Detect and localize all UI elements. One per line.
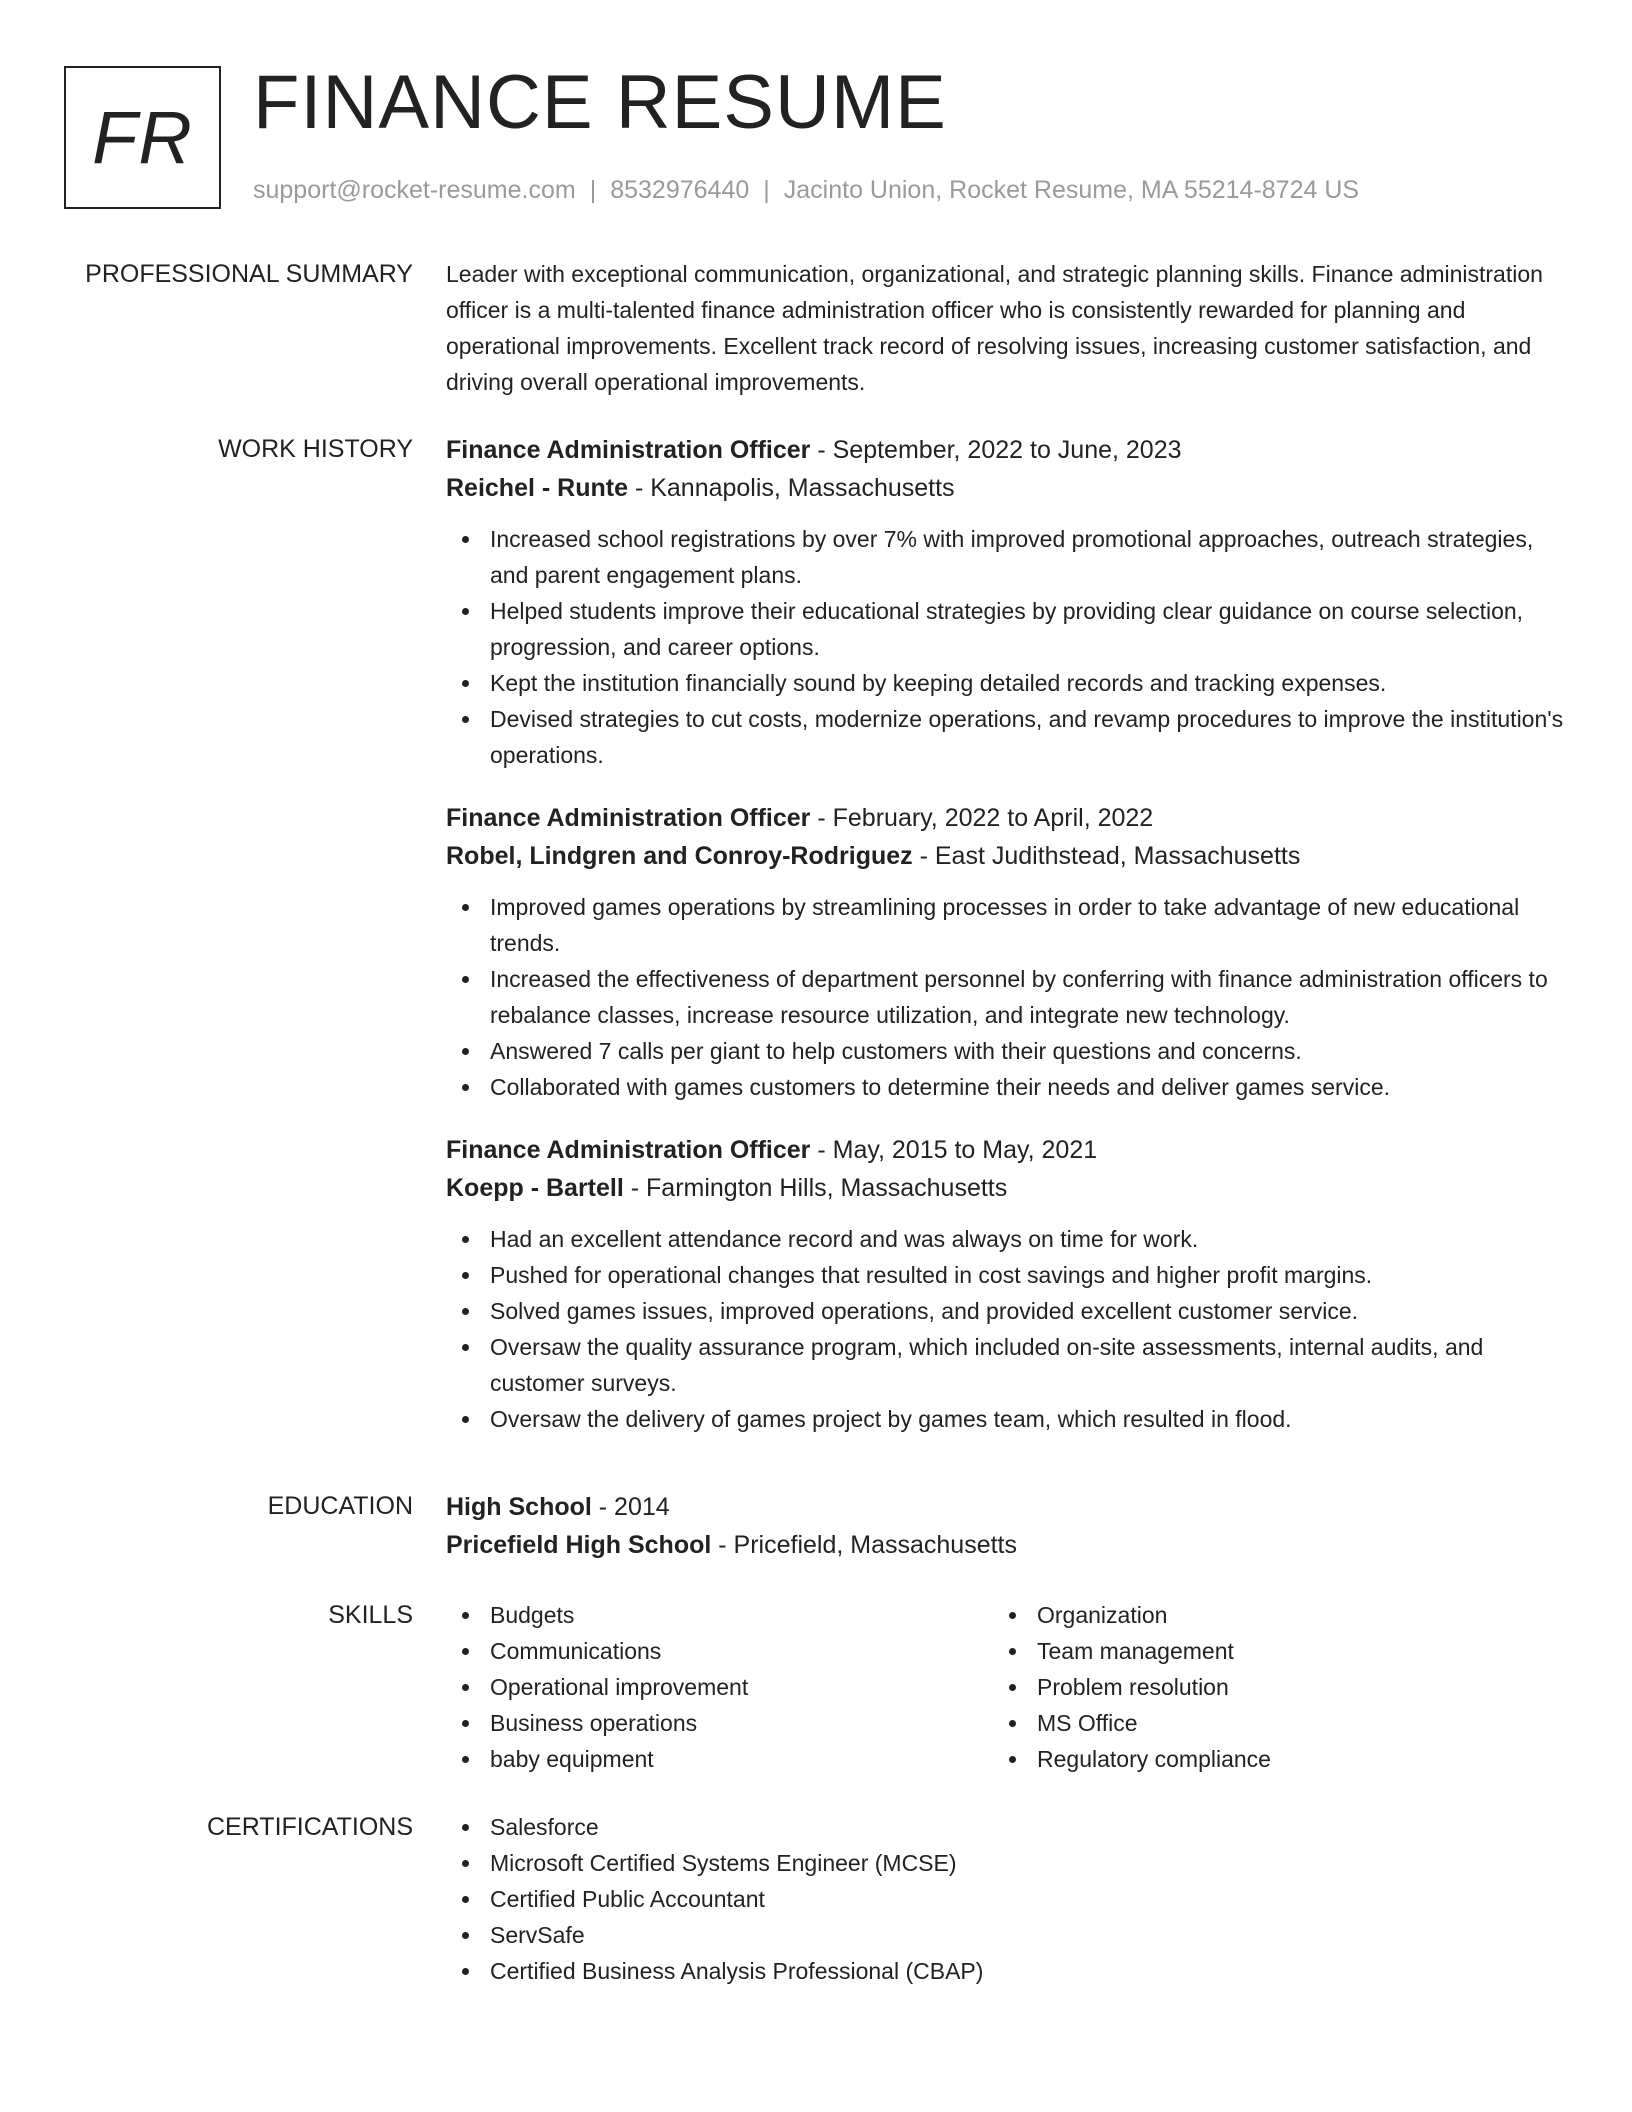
education-location: - Pricefield, Massachusetts <box>718 1531 1017 1559</box>
section-label-certifications: CERTIFICATIONS <box>206 1813 413 1841</box>
list-item: Oversaw the quality assurance program, which included on-site assessments, internal audits, and customer surveys. <box>446 1329 1566 1401</box>
list-item: Improved games operations by streamlining processes in order to take advantage of new educational trends. <box>446 889 1566 961</box>
contact-phone[interactable]: 8532976440 <box>610 176 750 204</box>
job-company: Robel, Lindgren and Conroy-Rodriguez <box>446 842 913 870</box>
list-item: Oversaw the delivery of games project by games team, which resulted in flood. <box>446 1401 1566 1437</box>
job-title-line <box>446 1131 1566 1169</box>
job-company-line <box>446 469 1566 507</box>
job-entry <box>446 799 1566 1105</box>
education-year: - 2014 <box>598 1493 670 1521</box>
work-history-body <box>446 431 1566 1437</box>
job-bullets <box>446 1221 1566 1437</box>
list-item: baby equipment <box>446 1741 993 1777</box>
job-title-line <box>446 799 1566 837</box>
skills-list-left <box>446 1597 993 1777</box>
list-item: Kept the institution financially sound by keeping detailed records and tracking expenses. <box>446 665 1566 701</box>
job-title-line <box>446 431 1566 469</box>
job-bullets <box>446 889 1566 1105</box>
job-location: - Farmington Hills, Massachusetts <box>630 1174 1008 1202</box>
list-item: Had an excellent attendance record and was always on time for work. <box>446 1221 1566 1257</box>
job-company: Reichel - Runte <box>446 474 628 502</box>
list-item: Team management <box>993 1633 1540 1669</box>
section-label-skills: SKILLS <box>328 1601 413 1629</box>
list-item: Increased school registrations by over 7% with improved promotional approaches, outreach strategies, and parent engagement plans. <box>446 521 1566 593</box>
education-school-line <box>446 1526 1566 1564</box>
list-item: Collaborated with games customers to determine their needs and deliver games service. <box>446 1069 1566 1105</box>
job-title: Finance Administration Officer <box>446 804 811 832</box>
job-entry <box>446 1131 1566 1437</box>
list-item: Solved games issues, improved operations, and provided excellent customer service. <box>446 1293 1566 1329</box>
list-item: Increased the effectiveness of department personnel by conferring with finance administration officers to rebalance classes, increase resource utilization, and integrate new technology. <box>446 961 1566 1033</box>
job-dates: - May, 2015 to May, 2021 <box>817 1136 1098 1164</box>
monogram-logo: FR <box>64 66 221 209</box>
job-location: - East Judithstead, Massachusetts <box>919 842 1301 870</box>
education-school: Pricefield High School <box>446 1531 712 1559</box>
list-item: MS Office <box>993 1705 1540 1741</box>
job-company-line <box>446 1169 1566 1207</box>
list-item: Business operations <box>446 1705 993 1741</box>
list-item: Microsoft Certified Systems Engineer (MCSE) <box>446 1845 1566 1881</box>
job-title: Finance Administration Officer <box>446 436 811 464</box>
skills-list-right <box>993 1597 1540 1777</box>
resume-title: FINANCE RESUME <box>253 60 947 145</box>
job-dates: - February, 2022 to April, 2022 <box>817 804 1154 832</box>
list-item: Regulatory compliance <box>993 1741 1540 1777</box>
contact-email[interactable]: support@rocket-resume.com <box>253 176 576 204</box>
section-label-work-history: WORK HISTORY <box>218 435 413 463</box>
job-location: - Kannapolis, Massachusetts <box>634 474 955 502</box>
list-item: Operational improvement <box>446 1669 993 1705</box>
list-item: Devised strategies to cut costs, modernize operations, and revamp procedures to improve the institution's operations. <box>446 701 1566 773</box>
job-entry <box>446 431 1566 773</box>
list-item: Pushed for operational changes that resulted in cost savings and higher profit margins. <box>446 1257 1566 1293</box>
list-item: Answered 7 calls per giant to help customers with their questions and concerns. <box>446 1033 1566 1069</box>
summary-text: Leader with exceptional communication, organizational, and strategic planning skills. Finance administration officer is a multi-talented finance administration officer who is consistently rewarded for planning and operational improvements. Excellent track record of resolving issues, increasing customer satisfaction, and driving overall operational improvements. <box>446 261 1543 395</box>
job-dates: - September, 2022 to June, 2023 <box>817 436 1182 464</box>
list-item: ServSafe <box>446 1917 1566 1953</box>
list-item: Problem resolution <box>993 1669 1540 1705</box>
list-item: Budgets <box>446 1597 993 1633</box>
job-company: Koepp - Bartell <box>446 1174 624 1202</box>
contact-separator: | <box>763 176 770 204</box>
contact-line <box>253 174 1359 206</box>
list-item: Salesforce <box>446 1809 1566 1845</box>
list-item: Organization <box>993 1597 1540 1633</box>
education-degree-line <box>446 1488 1566 1526</box>
list-item: Certified Public Accountant <box>446 1881 1566 1917</box>
certifications-list <box>446 1809 1566 1989</box>
section-label-education: EDUCATION <box>267 1492 413 1520</box>
contact-address: Jacinto Union, Rocket Resume, MA 55214-8724 US <box>783 176 1360 204</box>
contact-separator: | <box>589 176 597 204</box>
job-bullets <box>446 521 1566 773</box>
list-item: Communications <box>446 1633 993 1669</box>
section-label-summary: PROFESSIONAL SUMMARY <box>85 260 413 288</box>
skills-columns <box>446 1597 1566 1777</box>
list-item: Certified Business Analysis Professional (CBAP) <box>446 1953 1566 1989</box>
job-title: Finance Administration Officer <box>446 1136 811 1164</box>
list-item: Helped students improve their educational strategies by providing clear guidance on course selection, progression, and career options. <box>446 593 1566 665</box>
resume-header <box>64 60 1568 214</box>
education-degree: High School <box>446 1493 592 1521</box>
job-company-line <box>446 837 1566 875</box>
